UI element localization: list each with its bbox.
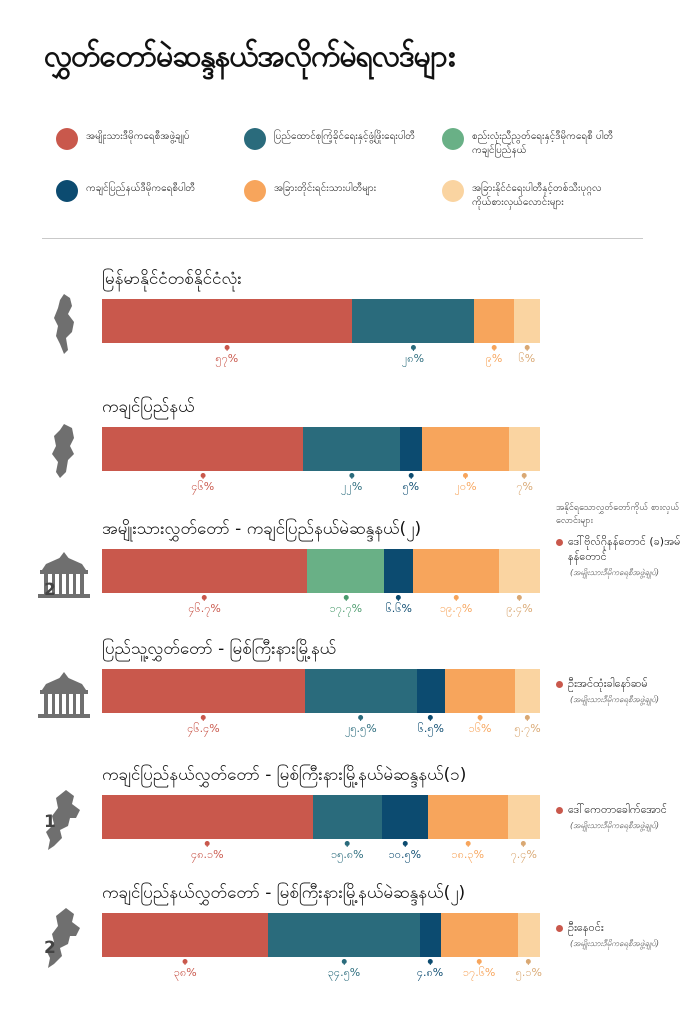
bar-segment <box>313 795 382 839</box>
chart-panel <box>0 503 685 638</box>
bar-segment <box>514 299 540 343</box>
legend-label: အခြားနိုင်ငံရေးပါတီနှင့်တစ်သီးပုဂ္ဂလ ကိုယ်စားလှယ်လောင်းများ <box>472 183 602 208</box>
legend-swatch <box>244 180 266 202</box>
legend-swatch <box>56 180 78 202</box>
bar-segment <box>515 669 540 713</box>
district-number: 2 <box>44 938 56 958</box>
bar-segment <box>422 427 510 471</box>
winner-party: (အမျိုးသားဒီမိုကရေစီအဖွဲ့ချုပ်) <box>570 695 660 704</box>
candidate-header: အနိုင်ရသောလွှတ်တော်ကိုယ် စားလှယ်လောင်းများ <box>556 503 680 526</box>
data-label: ၁၇.၇% <box>330 596 363 618</box>
district-number: 1 <box>44 812 56 832</box>
legend-label: အခြားတိုင်းရင်းသားပါတီများ <box>274 183 377 194</box>
legend-item <box>56 128 241 150</box>
winner-box <box>556 920 681 949</box>
parliament-icon <box>36 670 92 734</box>
bar-segment <box>509 427 540 471</box>
panel-title: မြန်မာနိုင်ငံတစ်နိုင်ငံလုံး <box>102 269 242 289</box>
data-label: ၉.၄% <box>506 596 532 618</box>
data-label: ၆% <box>519 346 536 368</box>
data-label: ၁၅.၈% <box>331 842 364 864</box>
bar-segment <box>508 795 540 839</box>
winner-box <box>556 502 681 578</box>
winner-dot <box>556 539 563 546</box>
data-label: ၅.၁% <box>516 960 542 982</box>
stacked-bar <box>102 669 540 713</box>
data-label: ၃၄.၅% <box>328 960 361 982</box>
chart-panel <box>0 882 685 1002</box>
winner-box <box>556 676 681 705</box>
legend-swatch <box>442 128 464 150</box>
data-label: ၁၀.၅% <box>389 842 422 864</box>
winner-dot <box>556 807 563 814</box>
data-label: ၂၀% <box>455 474 477 496</box>
bar-segment <box>518 913 540 957</box>
bar-segment <box>102 549 307 593</box>
data-label: ၃၈% <box>174 960 197 982</box>
winner-name: ဦးအင်ထုံးခါနော်ဆမ် <box>568 677 648 690</box>
winner-dot <box>556 925 563 932</box>
bar-segment <box>303 427 399 471</box>
bar-segment <box>382 795 428 839</box>
bar-segment <box>307 549 384 593</box>
winner-box <box>556 802 681 831</box>
bar-segment <box>384 549 413 593</box>
bar-segment <box>102 669 305 713</box>
map-icon <box>36 420 92 484</box>
data-label: ၁၉.၇% <box>440 596 473 618</box>
legend-label: စည်းလုံးညီညွတ်ရေးနှင့်ဒီမိုကရေစီ ပါတီ ကချင်ပြည်နယ် <box>472 131 614 156</box>
data-label: ၁၆% <box>469 716 492 738</box>
stacked-bar <box>102 549 540 593</box>
data-label: ၁၈.၃% <box>451 842 484 864</box>
winner-party: (အမျိုးသားဒီမိုကရေစီအဖွဲ့ချုပ်) <box>570 821 660 830</box>
data-label: ၆.၅% <box>418 716 444 738</box>
bar-segment <box>400 427 422 471</box>
legend-label: ပြည်ထောင်စုကြံ့ခိုင်ရေးနှင့်ဖွံ့ဖြိုးရေးပါတီ <box>274 131 416 142</box>
chart-panel <box>0 764 685 884</box>
data-label: ၉% <box>486 346 503 368</box>
bar-segment <box>102 913 268 957</box>
panel-title: ကချင်ပြည်နယ် <box>102 397 195 417</box>
chart-panel <box>0 396 685 516</box>
stacked-bar <box>102 299 540 343</box>
data-label: ၄၈.၁% <box>191 842 224 864</box>
legend-item <box>442 180 652 210</box>
data-label: ၄၆.၇% <box>188 596 221 618</box>
winner-dot <box>556 681 563 688</box>
winner-name: ဒေါ်ကေတာခေါက်အောင် <box>568 803 667 816</box>
stacked-bar <box>102 795 540 839</box>
legend-item <box>244 128 429 150</box>
winner-party: (အမျိုးသားဒီမိုကရေစီအဖွဲ့ချုပ်) <box>570 939 660 948</box>
data-label: ၂၈% <box>402 346 424 368</box>
bar-segment <box>441 913 518 957</box>
data-label: ၂၂% <box>341 474 362 496</box>
bar-segment <box>102 795 313 839</box>
bar-segment <box>428 795 508 839</box>
winner-name: ဦးနေဝင်း <box>568 921 604 934</box>
legend-label: အမျိုးသားဒီမိုကရေစီအဖွဲ့ချုပ် <box>86 131 190 142</box>
legend-swatch <box>56 128 78 150</box>
divider <box>42 238 643 239</box>
data-label: ၆.၆% <box>386 596 412 618</box>
winner-party: (အမျိုးသားဒီမိုကရေစီအဖွဲ့ချုပ်) <box>570 568 660 577</box>
data-label: ၄.၈% <box>417 960 443 982</box>
data-label: ၂၅.၅% <box>345 716 377 738</box>
bar-segment <box>499 549 540 593</box>
panel-title: ကချင်ပြည်နယ်လွှတ်တော် - မြစ်ကြီးနားမြို့နယ်မဲဆန္ဒနယ်(၁) <box>102 765 467 785</box>
bar-segment <box>102 299 352 343</box>
panel-title: ပြည်သူ့လွှတ်တော် - မြစ်ကြီးနားမြို့နယ် <box>102 639 337 659</box>
data-label: ၇.၄% <box>511 842 537 864</box>
chart-panel <box>0 638 685 758</box>
data-label: ၄၆% <box>191 474 214 496</box>
legend-swatch <box>244 128 266 150</box>
legend-label: ကချင်ပြည်နယ်ဒီမိုကရေစီပါတီ <box>86 183 196 194</box>
data-label: ၄၆.၄% <box>187 716 220 738</box>
panel-title: ကချင်ပြည်နယ်လွှတ်တော် - မြစ်ကြီးနားမြို့နယ်မဲဆန္ဒနယ်(၂) <box>102 883 466 903</box>
bar-segment <box>268 913 419 957</box>
legend-item <box>244 180 429 202</box>
bar-segment <box>305 669 417 713</box>
district-number: 2 <box>44 580 56 600</box>
data-label: ၅% <box>402 474 419 496</box>
legend-item <box>442 128 652 158</box>
data-label: ၁၇.၆% <box>463 960 496 982</box>
data-label: ၇% <box>516 474 533 496</box>
panel-title: အမျိုးသားလွှတ်တော် - ကချင်ပြည်နယ်မဲဆန္ဒနယ်(၂) <box>102 519 422 539</box>
legend-item <box>56 180 241 202</box>
winner-name: ဒေါ်ဗိုလ်ဂိုနန်တောင် (ခ)အမ်နန်တောင် <box>568 535 681 563</box>
bar-segment <box>413 549 499 593</box>
bar-segment <box>445 669 515 713</box>
legend <box>56 128 656 218</box>
data-label: ၅.၇% <box>514 716 540 738</box>
map-icon <box>36 292 92 356</box>
bar-segment <box>417 669 445 713</box>
bar-segment <box>352 299 475 343</box>
stacked-bar <box>102 427 540 471</box>
stacked-bar <box>102 913 540 957</box>
data-label: ၅၇% <box>215 346 238 368</box>
page-title: လွှတ်တော်မဲဆန္ဒနယ်အလိုက်မဲရလဒ်များ <box>44 39 455 74</box>
bar-segment <box>102 427 303 471</box>
bar-segment <box>474 299 513 343</box>
bar-segment <box>420 913 441 957</box>
chart-panel <box>0 268 685 388</box>
legend-swatch <box>442 180 464 202</box>
